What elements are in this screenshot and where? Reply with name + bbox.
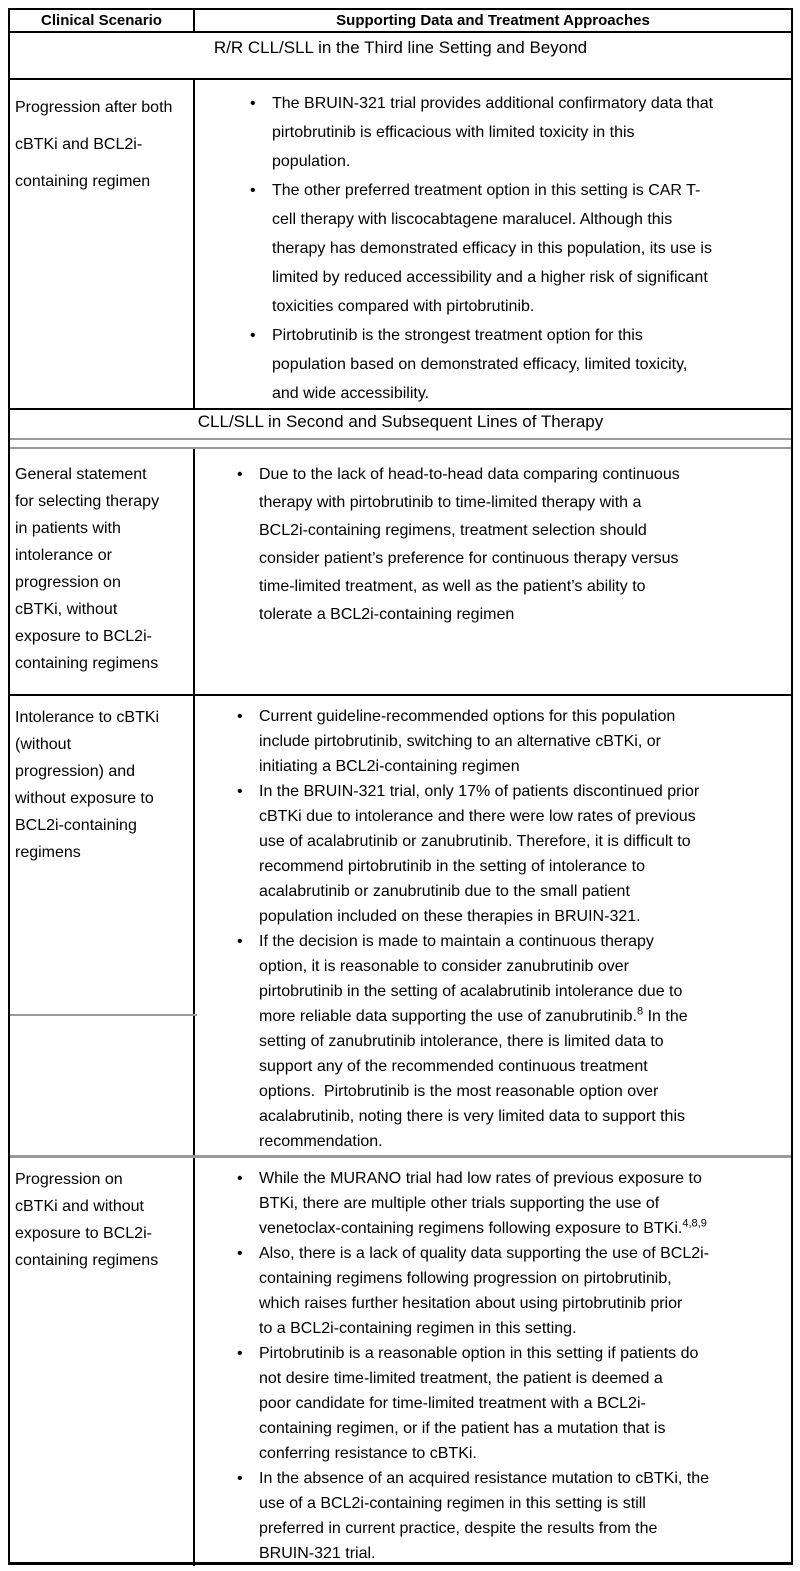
text-line: Progression on (15, 1171, 123, 1188)
data-row-progression-on-cbtki (10, 1158, 791, 1566)
table-header-row (10, 10, 791, 33)
text-line: acalabrutinib, noting there is very limited data to support this (259, 1108, 686, 1125)
text-line: cBTKi due to intolerance and there were low rates of previous (259, 808, 696, 825)
text-line: Due to the lack of head-to-head data comparing continuous (259, 466, 680, 483)
bullet-text (259, 704, 675, 779)
text-line: initiating a BCL2i-containing regimen (259, 758, 520, 775)
text-line: time-limited treatment, as well as the patient’s ability to (259, 578, 646, 595)
data-row-intolerance-to-cbtki (10, 696, 791, 1158)
text-line: The BRUIN-321 trial provides additional confirmatory data that (272, 95, 714, 112)
text-run: more reliable data supporting the use of zanubrutinib. (259, 1008, 638, 1025)
bullet-icon: • (237, 1245, 243, 1262)
bullet-icon: • (237, 708, 243, 725)
section-header-rr-third-line: R/R CLL/SLL in the Third line Setting and Beyond (10, 33, 791, 80)
text-line: which raises further hesitation about using pirtobrutinib prior (259, 1295, 683, 1312)
text-line: for selecting therapy (15, 493, 160, 510)
text-line: containing regimen, or if the patient has a mutation that is (259, 1420, 666, 1437)
bullet-icon: • (237, 1345, 243, 1362)
text-line: (without (15, 736, 72, 753)
text-line: therapy has demonstrated efficacy in this population, its use is (272, 240, 712, 257)
bullet-text (259, 461, 680, 629)
text-line: BRUIN-321 trial. (259, 1545, 376, 1562)
bullet-item (250, 89, 789, 176)
bullet-item (237, 704, 789, 779)
bullet-text (272, 89, 713, 176)
superscript-reference: 8 (637, 1005, 644, 1018)
scenario-cell (10, 696, 195, 1155)
scenario-cell (10, 1158, 195, 1566)
text-line: consider patient’s preference for continuous therapy versus (259, 550, 679, 567)
text-line: cBTKi and BCL2i- (15, 136, 143, 153)
text-line: General statement (15, 466, 147, 483)
bullet-text (272, 321, 687, 408)
text-line: Intolerance to cBTKi (15, 709, 160, 726)
text-line: recommend pirtobrutinib in the setting of intolerance to (259, 858, 645, 875)
text-line: recommendation. (259, 1133, 383, 1150)
bullet-text (259, 1241, 709, 1341)
bullet-icon: • (237, 783, 243, 800)
text-line: poor candidate for time-limited treatment with a BCL2i- (259, 1395, 646, 1412)
text-line: regimens (15, 844, 81, 861)
text-line: In the BRUIN-321 trial, only 17% of patients discontinued prior (259, 783, 700, 800)
data-row-general-statement (10, 449, 791, 696)
text-line: In the absence of an acquired resistance mutation to cBTKi, the (259, 1470, 710, 1487)
text-line: to a BCL2i-containing regimen in this setting. (259, 1320, 577, 1337)
text-line: containing regimens (15, 655, 159, 672)
bullet-item (250, 176, 789, 321)
bullet-item (237, 929, 789, 1154)
bullet-text (272, 176, 712, 321)
text-line: exposure to BCL2i- (15, 628, 152, 645)
bullet-text (259, 779, 699, 929)
bullet-icon: • (250, 182, 256, 199)
supporting-data-cell (195, 1158, 791, 1566)
supporting-data-cell (195, 80, 791, 408)
text-line: acalabrutinib or zanubrutinib due to the small patient (259, 883, 630, 900)
text-line: Pirtobrutinib is the strongest treatment option for this (272, 327, 643, 344)
header-cell-supporting-data: Supporting Data and Treatment Approaches (336, 12, 650, 29)
text-line: BTKi, there are multiple other trials supporting the use of (259, 1195, 660, 1212)
text-line (259, 1216, 707, 1241)
text-line: in patients with (15, 520, 121, 537)
text-line: progression on (15, 574, 121, 591)
text-line: pirtobrutinib in the setting of acalabrutinib intolerance due to (259, 983, 683, 1000)
text-line: exposure to BCL2i- (15, 1225, 152, 1242)
text-line: conferring resistance to cBTKi. (259, 1445, 477, 1462)
text-line: support any of the recommended continuous treatment (259, 1058, 648, 1075)
bullet-item (237, 1241, 789, 1341)
text-line: containing regimens (15, 1252, 159, 1269)
text-line: limited by reduced accessibility and a higher risk of significant (272, 269, 708, 286)
text-line: option, it is reasonable to consider zanubrutinib over (259, 958, 629, 975)
text-line: Pirtobrutinib is a reasonable option in this setting if patients do (259, 1345, 699, 1362)
bullet-item (237, 779, 789, 929)
text-line: without exposure to (15, 790, 154, 807)
text-line: preferred in current practice, despite the results from the (259, 1520, 658, 1537)
clinical-scenario-table (8, 8, 793, 1565)
text-line: Current guideline-recommended options for this population (259, 708, 676, 725)
bullet-icon: • (237, 1470, 243, 1487)
text-line: intolerance or (15, 547, 112, 564)
bullet-icon: • (237, 1170, 243, 1187)
text-line: cBTKi, without (15, 601, 118, 618)
text-line: use of a BCL2i-containing regimen in this setting is still (259, 1495, 646, 1512)
text-line: The other preferred treatment option in this setting is CAR T- (272, 182, 701, 199)
supporting-data-cell (195, 449, 791, 694)
bullet-item (237, 1466, 789, 1566)
text-line: While the MURANO trial had low rates of previous exposure to (259, 1170, 702, 1187)
bullet-icon: • (237, 933, 243, 950)
text-line: cBTKi and without (15, 1198, 144, 1215)
text-line: containing regimens following progression on pirtobrutinib, (259, 1270, 672, 1287)
scenario-cell (10, 449, 195, 694)
text-line: population. (272, 153, 351, 170)
text-line: pirtobrutinib is efficacious with limited toxicity in this (272, 124, 635, 141)
bullet-icon: • (250, 327, 256, 344)
bullet-text (259, 1166, 707, 1241)
text-line: use of acalabrutinib or zanubrutinib. Therefore, it is difficult to (259, 833, 691, 850)
text-line (259, 1004, 688, 1029)
text-line: therapy with pirtobrutinib to time-limited therapy with a (259, 494, 642, 511)
data-row-progression-after-cbtki-and-bcl2i (10, 80, 791, 410)
text-line: BCL2i-containing (15, 817, 137, 834)
text-line: setting of zanubrutinib intolerance, there is limited data to (259, 1033, 664, 1050)
bullet-text (259, 1466, 709, 1566)
bullet-icon: • (237, 466, 243, 483)
bullet-item (237, 461, 789, 629)
bullet-item (237, 1341, 789, 1466)
scenario-cell (10, 80, 195, 408)
text-line: progression) and (15, 763, 136, 780)
bullet-text (259, 1341, 698, 1466)
superscript-reference: 4,8,9 (682, 1217, 707, 1230)
text-line: population included on these therapies in BRUIN-321. (259, 908, 641, 925)
bullet-text (259, 929, 688, 1154)
text-run: In the (643, 1008, 688, 1025)
section-header-second-and-subsequent-lines: CLL/SLL in Second and Subsequent Lines of Therapy (10, 410, 791, 440)
text-line: tolerate a BCL2i-containing regimen (259, 606, 515, 623)
bullet-icon: • (250, 95, 256, 112)
bullet-item (250, 321, 789, 408)
text-line: population based on demonstrated efficacy, limited toxicity, (272, 356, 688, 373)
bullet-item (237, 1166, 789, 1241)
text-line: options. Pirtobrutinib is the most reasonable option over (259, 1083, 659, 1100)
text-line: If the decision is made to maintain a continuous therapy (259, 933, 654, 950)
text-line: and wide accessibility. (272, 385, 430, 402)
text-line: include pirtobrutinib, switching to an alternative cBTKi, or (259, 733, 661, 750)
header-cell-clinical-scenario: Clinical Scenario (10, 10, 195, 31)
text-line: cell therapy with liscocabtagene maralucel. Although this (272, 211, 673, 228)
text-line: Also, there is a lack of quality data supporting the use of BCL2i- (259, 1245, 710, 1262)
supporting-data-cell (195, 696, 791, 1155)
page-break-artifact-line (10, 1014, 197, 1016)
text-line: not desire time-limited treatment, the patient is deemed a (259, 1370, 663, 1387)
text-line: BCL2i-containing regimens, treatment selection should (259, 522, 647, 539)
text-run: venetoclax-containing regimens following exposure to BTKi. (259, 1220, 683, 1237)
text-line: Progression after both (15, 99, 173, 116)
page-break-gap-row (10, 440, 791, 449)
text-line: toxicities compared with pirtobrutinib. (272, 298, 535, 315)
text-line: containing regimen (15, 173, 151, 190)
